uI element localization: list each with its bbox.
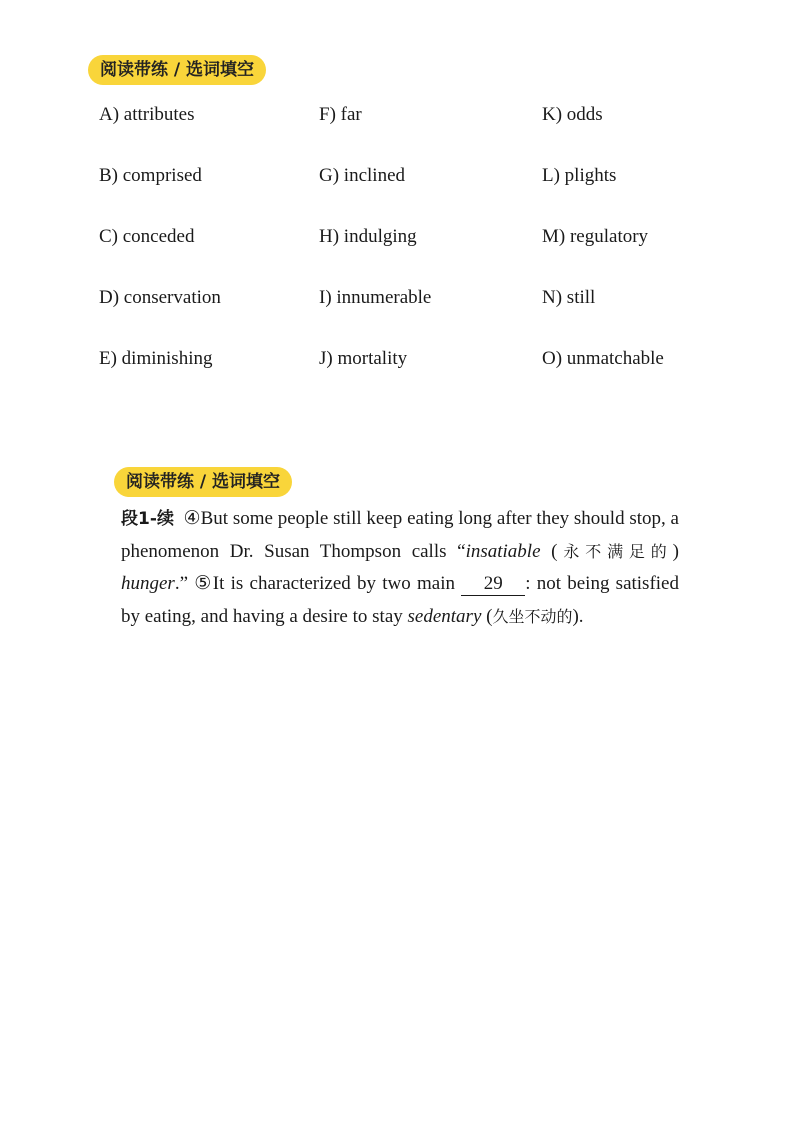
- sentence-marker: ④: [183, 508, 201, 529]
- passage-text: ).: [572, 605, 584, 627]
- passage-text: But some people still keep eating long after they should stop, a phenomenon Dr. Susan Thompson calls “: [121, 508, 679, 562]
- chinese-gloss: 久坐不动的: [492, 606, 573, 626]
- passage-paragraph: [121, 503, 679, 633]
- word-option: J) mortality: [319, 348, 408, 369]
- sentence-marker: ⑤: [194, 573, 213, 594]
- answer-blank[interactable]: 29: [461, 573, 525, 596]
- word-option: K) odds: [542, 104, 603, 125]
- italic-term: sedentary: [407, 605, 482, 627]
- word-option: A) attributes: [99, 104, 195, 125]
- word-option: M) regulatory: [542, 226, 649, 247]
- passage-text: (: [540, 540, 558, 562]
- italic-term: insatiable: [465, 540, 541, 562]
- word-option: I) innumerable: [319, 287, 432, 308]
- passage-text: (: [481, 605, 493, 627]
- section-tag: 阅读带练 / 选词填空: [114, 467, 292, 497]
- passage-text: It is characterized by two main: [212, 573, 462, 594]
- word-option: L) plights: [542, 165, 617, 186]
- word-option: F) far: [319, 104, 362, 125]
- paragraph-label: 段1-续: [121, 509, 174, 529]
- chinese-gloss: 永不满足的: [557, 541, 673, 561]
- word-bank: [99, 99, 739, 404]
- passage-text: ): [672, 540, 679, 562]
- word-option: O) unmatchable: [542, 348, 664, 369]
- italic-term: hunger: [121, 573, 175, 594]
- word-option: C) conceded: [99, 226, 195, 247]
- word-option: H) indulging: [319, 226, 417, 247]
- word-option: N) still: [542, 287, 596, 308]
- word-option: B) comprised: [99, 165, 202, 186]
- word-option: E) diminishing: [99, 348, 213, 369]
- word-option: D) conservation: [99, 287, 221, 308]
- word-option: G) inclined: [319, 165, 406, 186]
- passage-text: : not being satisfied by eating, and having a desire to stay: [121, 573, 679, 627]
- passage-text: .”: [174, 573, 189, 594]
- section-tag: 阅读带练 / 选词填空: [88, 55, 266, 85]
